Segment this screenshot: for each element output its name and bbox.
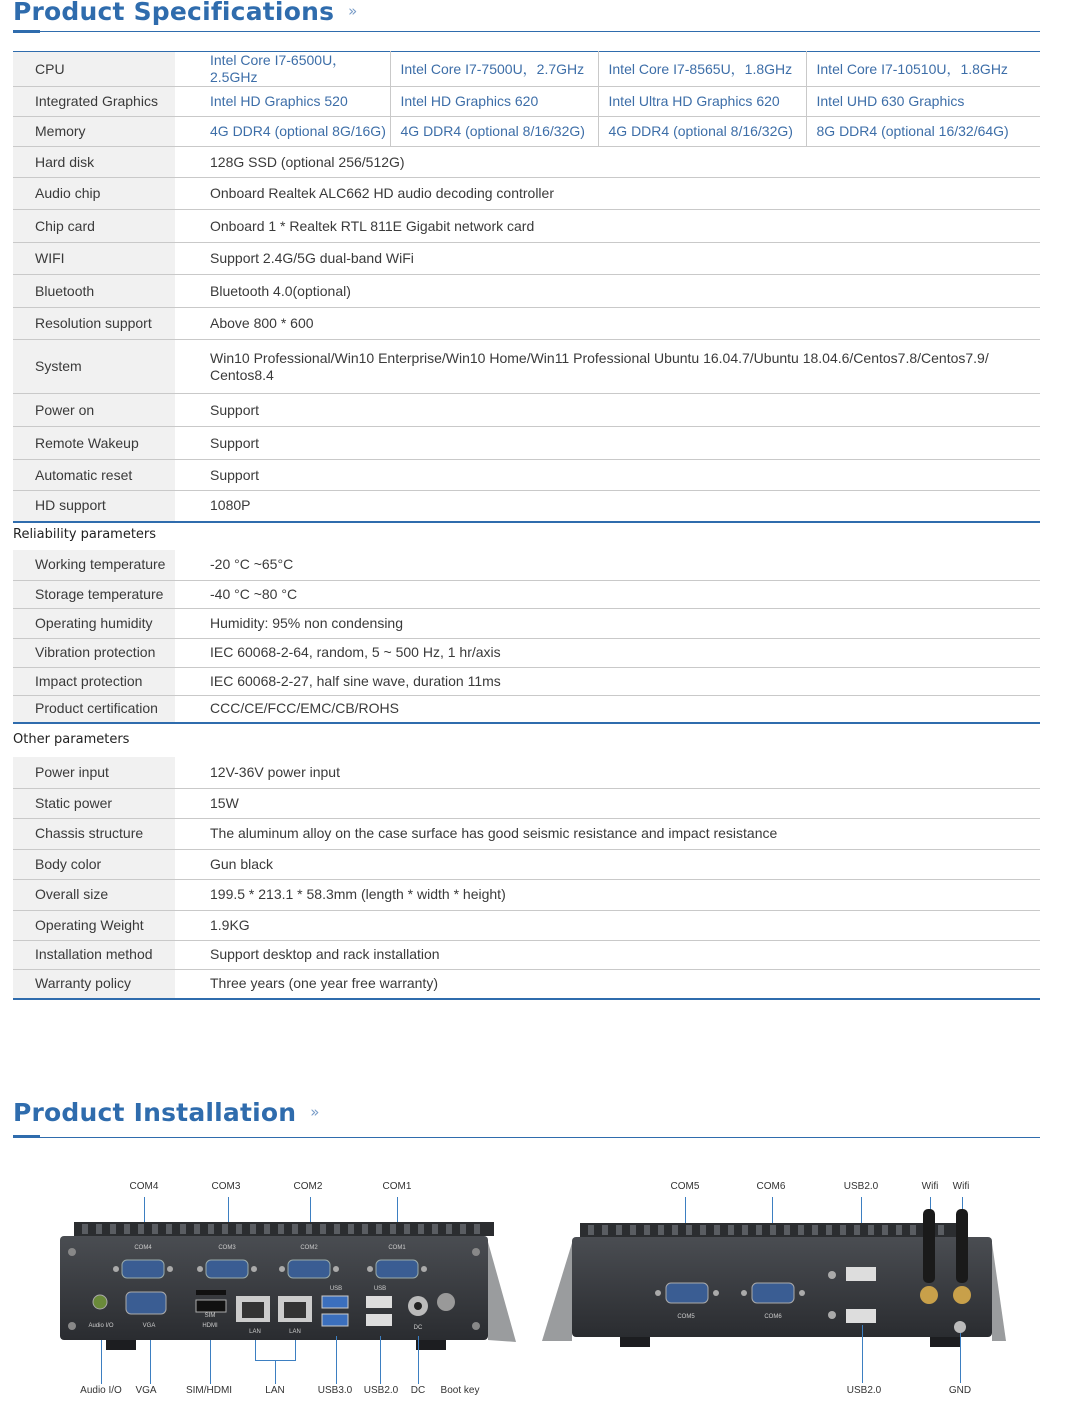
spec-value: CCC/CE/FCC/EMC/CB/ROHS xyxy=(175,695,1040,723)
other-table xyxy=(13,757,1040,1000)
silk-dc: DC xyxy=(413,1325,423,1331)
graphics-option-4: Intel UHD 630 Graphics xyxy=(806,87,1040,117)
front-label-dc: DC xyxy=(410,1385,426,1396)
leader-line xyxy=(960,1333,961,1383)
silk-lan1: LAN xyxy=(249,1329,261,1335)
back-label-usb2-top: USB2.0 xyxy=(843,1181,879,1192)
front-label-com4: COM4 xyxy=(129,1181,159,1192)
spec-value: -40 °C ~80 °C xyxy=(175,580,1040,608)
cpu-option-3: Intel Core I7-8565U，1.8GHz xyxy=(598,52,806,87)
spec-value: 12V-36V power input xyxy=(175,757,1040,788)
spec-value: 1.9KG xyxy=(175,910,1040,940)
spec-label: Installation method xyxy=(13,940,175,969)
spec-label: Vibration protection xyxy=(13,638,175,667)
spec-label: Hard disk xyxy=(13,147,175,178)
spec-label: WIFI xyxy=(13,243,175,275)
spec-row xyxy=(13,427,1040,460)
silk-com4: COM4 xyxy=(134,1245,152,1251)
memory-option-4: 8G DDR4 (optional 16/32/64G) xyxy=(806,117,1040,147)
spec-label: Product certification xyxy=(13,695,175,723)
spec-value: Three years (one year free warranty) xyxy=(175,969,1040,999)
silk-com5: COM5 xyxy=(677,1314,695,1320)
spec-value: Win10 Professional/Win10 Enterprise/Win10 Home/Win11 Professional Ubuntu 16.04.7/Ubuntu 18.04.6/Centos7.8/Centos7.9/ Centos8.4 xyxy=(175,340,1040,394)
spec-table xyxy=(13,51,1040,523)
reliability-table xyxy=(13,550,1040,724)
spec-row xyxy=(13,849,1040,879)
leader-line xyxy=(101,1340,102,1384)
front-label-sim-hdmi: SIM/HDMI xyxy=(185,1385,233,1396)
spec-value: 15W xyxy=(175,788,1040,818)
silk-com6: COM6 xyxy=(764,1314,782,1320)
spec-value: Humidity: 95% non condensing xyxy=(175,608,1040,638)
spec-row xyxy=(13,879,1040,910)
spec-row xyxy=(13,460,1040,491)
front-label-boot-key: Boot key xyxy=(440,1385,480,1396)
spec-section-title xyxy=(13,0,358,26)
spec-value: Above 800 * 600 xyxy=(175,308,1040,340)
memory-option-3: 4G DDR4 (optional 8/16/32G) xyxy=(598,117,806,147)
spec-label: Operating humidity xyxy=(13,608,175,638)
spec-row xyxy=(13,394,1040,427)
spec-row xyxy=(13,147,1040,178)
spec-row xyxy=(13,667,1040,695)
other-heading: Other parameters xyxy=(13,732,130,747)
spec-label: Chassis structure xyxy=(13,818,175,849)
silk-hdmi: HDMI xyxy=(202,1323,218,1329)
front-label-lan: LAN xyxy=(265,1385,285,1396)
spec-label: Storage temperature xyxy=(13,580,175,608)
silk-vga: VGA xyxy=(142,1323,156,1329)
memory-option-2: 4G DDR4 (optional 8/16/32G) xyxy=(390,117,598,147)
spec-label: Resolution support xyxy=(13,308,175,340)
silk-usb2: USB xyxy=(373,1286,387,1292)
spec-label: Bluetooth xyxy=(13,275,175,308)
spec-value: Support desktop and rack installation xyxy=(175,940,1040,969)
spec-value: IEC 60068-2-64, random, 5 ~ 500 Hz, 1 hr/axis xyxy=(175,638,1040,667)
spec-row xyxy=(13,608,1040,638)
spec-label: Working temperature xyxy=(13,550,175,580)
spec-value: Support xyxy=(175,394,1040,427)
back-label-com6: COM6 xyxy=(756,1181,786,1192)
spec-row xyxy=(13,340,1040,394)
spec-value: Gun black xyxy=(175,849,1040,879)
spec-label: Body color xyxy=(13,849,175,879)
chevron-right-icon: » xyxy=(348,2,358,20)
memory-option-1: 4G DDR4 (optional 8G/16G) xyxy=(175,117,390,147)
spec-value: Onboard 1 * Realtek RTL 811E Gigabit network card xyxy=(175,210,1040,243)
spec-label: Memory xyxy=(13,117,175,147)
spec-row xyxy=(13,491,1040,522)
leader-line xyxy=(336,1336,337,1384)
spec-label: Overall size xyxy=(13,879,175,910)
spec-label: Remote Wakeup xyxy=(13,427,175,460)
graphics-option-1: Intel HD Graphics 520 xyxy=(175,87,390,117)
spec-row xyxy=(13,910,1040,940)
spec-row-cpu xyxy=(13,52,1040,87)
spec-row xyxy=(13,969,1040,999)
spec-row-graphics xyxy=(13,87,1040,117)
leader-line xyxy=(862,1325,863,1383)
spec-value: 199.5 * 213.1 * 58.3mm (length * width * height) xyxy=(175,879,1040,910)
spec-label: HD support xyxy=(13,491,175,522)
spec-value: 1080P xyxy=(175,491,1040,522)
install-title-accent xyxy=(13,1135,40,1138)
leader-line xyxy=(418,1336,419,1384)
leader-line xyxy=(255,1340,256,1361)
spec-label: Warranty policy xyxy=(13,969,175,999)
back-label-wifi-1: Wifi xyxy=(921,1181,939,1192)
spec-title-text: Product Specifications xyxy=(13,0,335,26)
spec-label: System xyxy=(13,340,175,394)
back-label-gnd: GND xyxy=(948,1385,972,1396)
front-label-audio: Audio I/O xyxy=(80,1385,122,1396)
spec-label: Automatic reset xyxy=(13,460,175,491)
back-label-com5: COM5 xyxy=(670,1181,700,1192)
back-label-usb2-bottom: USB2.0 xyxy=(846,1385,882,1396)
spec-label: Power input xyxy=(13,757,175,788)
silk-com2: COM2 xyxy=(300,1245,318,1251)
leader-line xyxy=(150,1340,151,1384)
spec-row xyxy=(13,818,1040,849)
spec-value: Onboard Realtek ALC662 HD audio decoding controller xyxy=(175,178,1040,210)
leader-line xyxy=(210,1340,211,1384)
back-label-wifi-2: Wifi xyxy=(952,1181,970,1192)
spec-row xyxy=(13,580,1040,608)
cpu-option-1: Intel Core I7-6500U，2.5GHz xyxy=(175,52,390,87)
spec-row xyxy=(13,275,1040,308)
install-title-rule xyxy=(13,1137,1040,1138)
front-label-usb2: USB2.0 xyxy=(363,1385,399,1396)
spec-row xyxy=(13,695,1040,723)
graphics-option-3: Intel Ultra HD Graphics 620 xyxy=(598,87,806,117)
cpu-option-4: Intel Core I7-10510U，1.8GHz xyxy=(806,52,1040,87)
spec-row xyxy=(13,308,1040,340)
cpu-option-2: Intel Core I7-7500U，2.7GHz xyxy=(390,52,598,87)
silk-lan2: LAN xyxy=(289,1329,301,1335)
reliability-heading: Reliability parameters xyxy=(13,527,157,542)
spec-row xyxy=(13,550,1040,580)
install-section-title xyxy=(13,1098,320,1127)
spec-value: The aluminum alloy on the case surface has good seismic resistance and impact resistance xyxy=(175,818,1040,849)
silk-usb3: USB xyxy=(329,1286,343,1292)
front-label-com2: COM2 xyxy=(293,1181,323,1192)
front-label-com3: COM3 xyxy=(211,1181,241,1192)
spec-value: IEC 60068-2-27, half sine wave, duration 11ms xyxy=(175,667,1040,695)
spec-row xyxy=(13,210,1040,243)
spec-row xyxy=(13,243,1040,275)
spec-label: Chip card xyxy=(13,210,175,243)
spec-label: CPU xyxy=(13,52,175,87)
spec-value: Bluetooth 4.0(optional) xyxy=(175,275,1040,308)
spec-row xyxy=(13,638,1040,667)
spec-row xyxy=(13,757,1040,788)
spec-title-accent xyxy=(13,30,40,33)
silk-com3: COM3 xyxy=(218,1245,236,1251)
spec-row xyxy=(13,788,1040,818)
leader-line xyxy=(380,1336,381,1384)
spec-value: 128G SSD (optional 256/512G) xyxy=(175,147,1040,178)
front-label-usb3: USB3.0 xyxy=(317,1385,353,1396)
install-title-text: Product Installation xyxy=(13,1098,297,1127)
spec-value: -20 °C ~65°C xyxy=(175,550,1040,580)
silk-sim: SIM xyxy=(204,1313,216,1319)
back-panel-illustration xyxy=(540,1205,1010,1355)
graphics-option-2: Intel HD Graphics 620 xyxy=(390,87,598,117)
spec-title-rule xyxy=(13,31,1040,32)
leader-line xyxy=(275,1360,276,1384)
spec-label: Integrated Graphics xyxy=(13,87,175,117)
front-panel-illustration xyxy=(56,1222,526,1362)
spec-label: Audio chip xyxy=(13,178,175,210)
spec-row xyxy=(13,940,1040,969)
spec-label: Static power xyxy=(13,788,175,818)
spec-row-memory xyxy=(13,117,1040,147)
leader-line xyxy=(295,1340,296,1361)
spec-label: Impact protection xyxy=(13,667,175,695)
spec-value: Support xyxy=(175,460,1040,491)
silk-com1: COM1 xyxy=(388,1245,406,1251)
spec-value: Support xyxy=(175,427,1040,460)
spec-row xyxy=(13,178,1040,210)
spec-label: Power on xyxy=(13,394,175,427)
chevron-right-icon: » xyxy=(310,1103,320,1121)
front-label-vga: VGA xyxy=(135,1385,157,1396)
spec-label: Operating Weight xyxy=(13,910,175,940)
front-label-com1: COM1 xyxy=(382,1181,412,1192)
silk-audio: Audio I/O xyxy=(88,1323,114,1329)
spec-value: Support 2.4G/5G dual-band WiFi xyxy=(175,243,1040,275)
